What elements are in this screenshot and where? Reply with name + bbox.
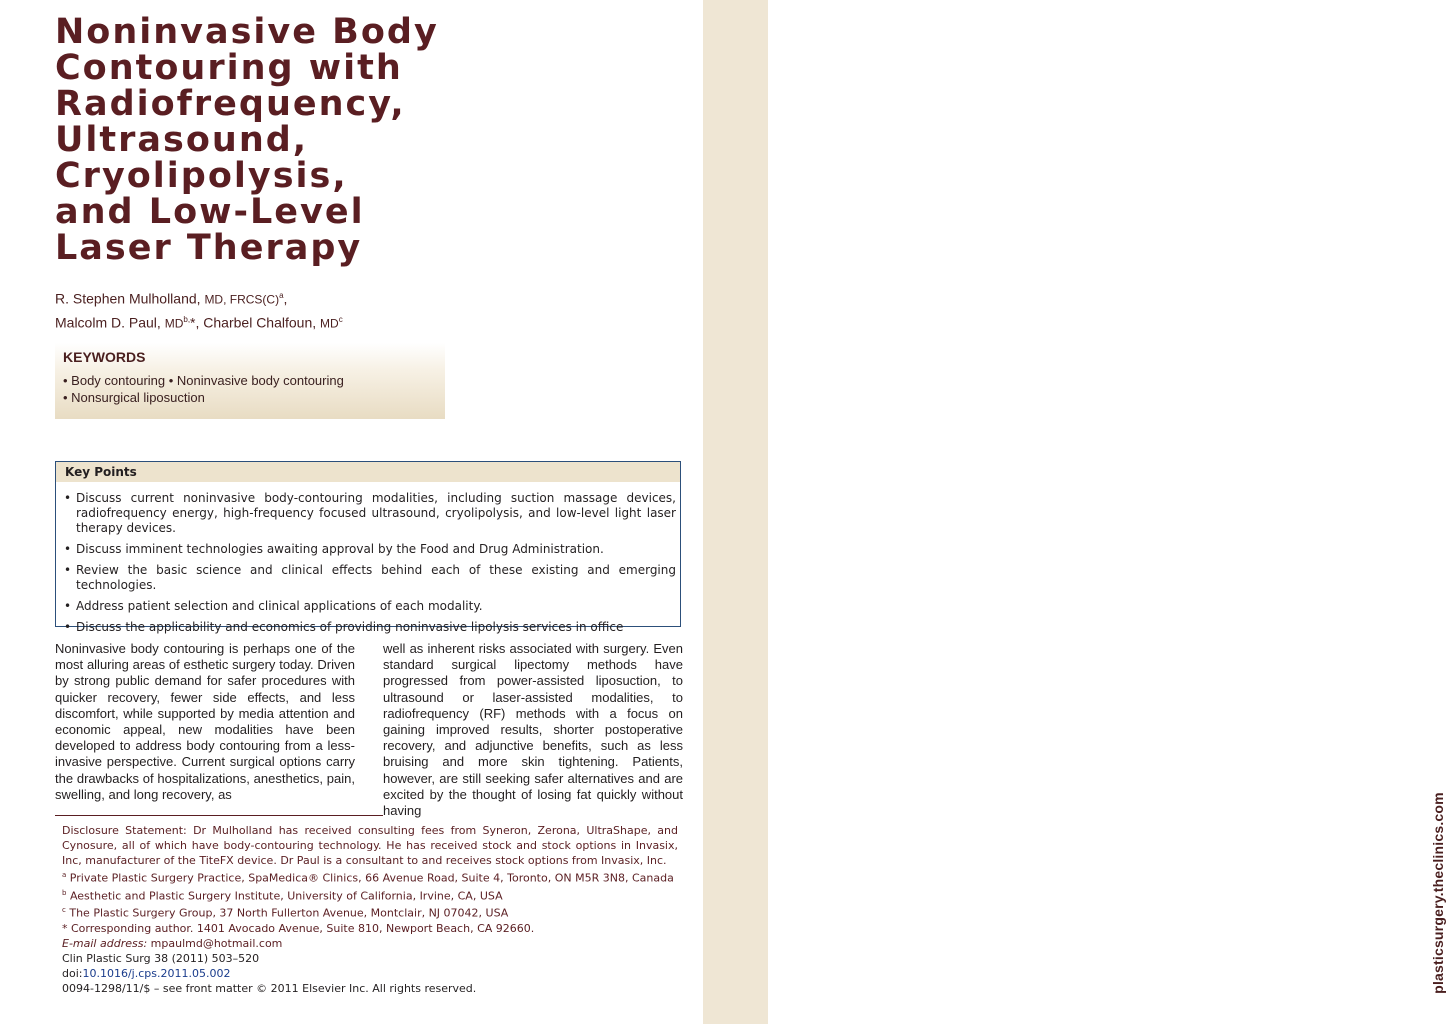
doi-prefix: doi: [62, 967, 83, 980]
author-name: R. Stephen Mulholland, [55, 290, 201, 307]
author-line-1 [55, 286, 343, 310]
author-degree: MD [164, 316, 184, 331]
key-points-box [55, 461, 681, 634]
citation-block [62, 951, 476, 996]
author-degree: MD [320, 316, 339, 331]
affiliation-text: Private Plastic Surgery Practice, SpaMedica® Clinics, 66 Avenue Road, Suite 4, Toronto, ON M5R 3N8, Canada [69, 871, 674, 885]
author-degree: MD, FRCS(C) [204, 292, 280, 307]
key-point-item: • Review the basic science and clinical effects behind each of these existing and emerging technologies. [64, 563, 676, 593]
title-line: Cryolipolysis, [55, 156, 348, 196]
key-point-item: • Discuss the applicability and economics of providing noninvasive lipolysis services in office [64, 620, 676, 635]
key-point-item: • Address patient selection and clinical applications of each modality. [64, 599, 676, 614]
affiliation-mark: a [62, 871, 67, 879]
title-line: and Low-Level [55, 192, 365, 232]
affiliation-c [62, 903, 678, 921]
keywords-line: • Body contouring • Noninvasive body contouring [63, 373, 344, 388]
keywords-box [55, 343, 445, 419]
body-paragraph: Noninvasive body contouring is perhaps one of the most alluring areas of esthetic surgery today. Driven by strong public demand for safer procedures with quicker recovery, fewer side effects, and less discomfort, while supported by media attention and economic appeal, new modalities have been developed to address body contouring from a less-invasive perspective. Current surgical options carry the drawbacks of hospitalizations, anesthetics, pain, swelling, and long recovery, as [55, 641, 355, 802]
affiliation-mark: c [62, 906, 66, 915]
author-list [55, 286, 343, 333]
affiliation-mark: b [62, 888, 67, 897]
author-name: Charbel Chalfoun, [203, 314, 317, 331]
author-name: Malcolm D. Paul, [55, 314, 161, 331]
journal-citation: Clin Plastic Surg 38 (2011) 503–520 [62, 952, 260, 965]
article-title [55, 14, 475, 266]
affiliation-a [62, 868, 678, 886]
affiliation-mark: b, [183, 314, 191, 324]
key-point-item: • Discuss imminent technologies awaiting approval by the Food and Drug Administration. [64, 542, 676, 557]
email-line [62, 936, 678, 951]
key-points-heading: Key Points [65, 465, 137, 479]
body-column-left [55, 641, 355, 803]
key-points-header [56, 462, 680, 482]
doi-line [62, 966, 476, 981]
key-points-list [64, 491, 676, 641]
author-line-2 [55, 310, 343, 334]
affiliation-mark: c [338, 314, 343, 324]
email-label: E-mail address: [62, 936, 148, 950]
email-link[interactable]: mpaulmd@hotmail.com [150, 936, 283, 950]
journal-sidebar [703, 0, 1446, 1024]
key-point-item: • Discuss current noninvasive body-contouring modalities, including suction massage devices, radiofrequency energy, high-frequency focused ultrasound, cryolipolysis, and low-level light laser therapy devices. [64, 491, 676, 536]
affiliation-b [62, 886, 678, 904]
body-paragraph: well as inherent risks associated with surgery. Even standard surgical lipectomy methods have progressed from power-assisted liposuction, to ultrasound or laser-assisted modalities, to radiofrequency (RF) methods with a focus on gaining improved results, shorter postoperative recovery, and adjunctive benefits, such as less bruising and more skin tightening. Patients, however, are still seeking safer alternatives and are excited by the thought of losing fat quickly without having [383, 641, 683, 819]
affiliation-text: Aesthetic and Plastic Surgery Institute, University of California, Irvine, CA, USA [69, 889, 503, 903]
affiliation-text: The Plastic Surgery Group, 37 North Fullerton Avenue, Montclair, NJ 07042, USA [69, 906, 509, 920]
body-column-right [383, 641, 683, 819]
doi-link[interactable]: 10.1016/j.cps.2011.05.002 [82, 967, 231, 980]
title-line: Radiofrequency, [55, 84, 406, 124]
title-line: Contouring with [55, 48, 403, 88]
keywords-line: • Nonsurgical liposuction [63, 390, 205, 405]
journal-url[interactable]: plasticsurgery.theclinics.com [1430, 792, 1446, 994]
keywords-heading: KEYWORDS [63, 349, 146, 365]
affiliation-mark: a [279, 291, 284, 300]
copyright: 0094-1298/11/$ – see front matter © 2011 Elsevier Inc. All rights reserved. [62, 982, 477, 995]
corresponding-author: * Corresponding author. 1401 Avocado Avenue, Suite 810, Newport Beach, CA 92660. [62, 921, 535, 935]
footnotes [62, 823, 678, 951]
footnote-divider [55, 815, 383, 816]
title-line: Noninvasive Body [55, 12, 439, 52]
title-line: Laser Therapy [55, 228, 363, 268]
separator: , [283, 290, 288, 307]
disclosure-statement: Disclosure Statement: Dr Mulholland has received consulting fees from Syneron, Zerona, UltraShape, and Cynosure, all of which have body-contouring technology. He has received stock and stock options in Invasix, Inc, manufacturer of the TiteFX device. Dr Paul is a consultant to and receives stock options from Invasix, Inc. [62, 824, 678, 867]
title-line: Ultrasound, [55, 120, 309, 160]
corresponding-mark: *, [190, 314, 200, 331]
